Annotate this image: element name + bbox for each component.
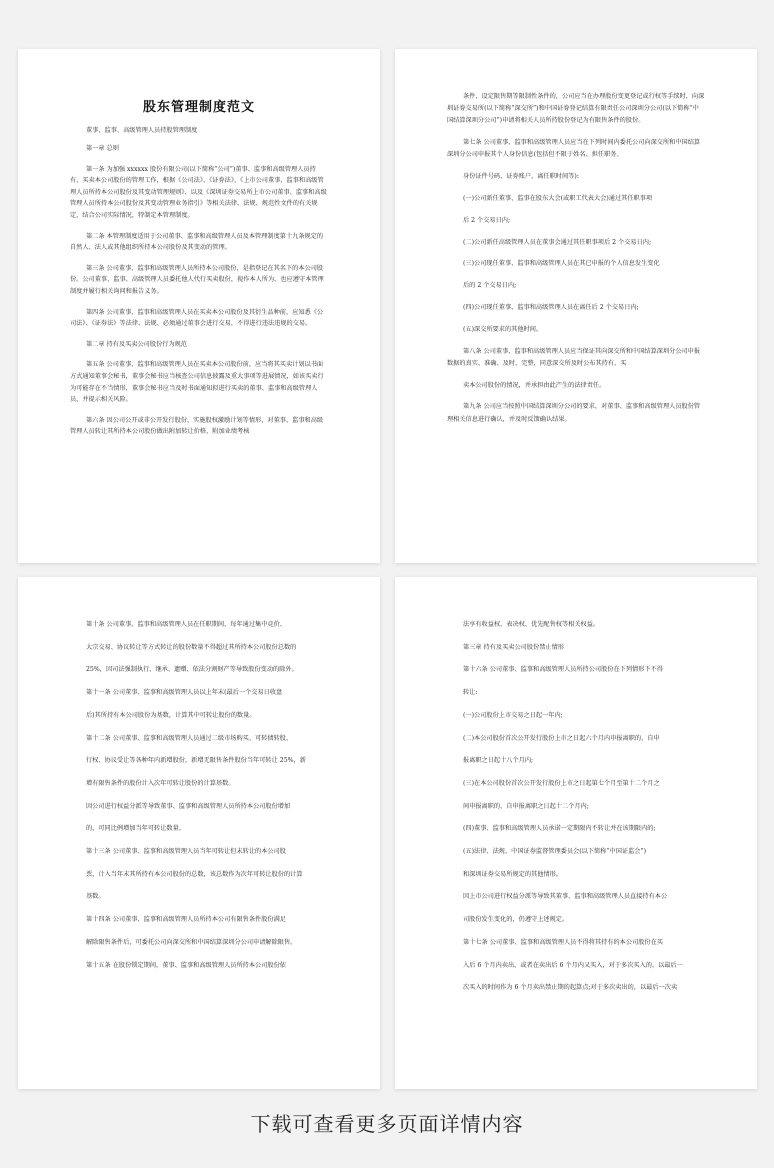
paragraph-list bbox=[70, 143, 328, 438]
paragraph: 解除限售条件后，可委托公司向深交所和中国结算深圳分公司申请解除限售。 bbox=[86, 938, 297, 946]
paragraph: 第四条 公司董事、监事和高级管理人员在买卖本公司股份及其衍生品种前，应知悉《公司法》、《证券法》等法律、法规、必须通过董事会进行交易，不得进行违法违规的交易。 bbox=[70, 308, 324, 328]
paragraph: 条件、设定限售期等限制性条件的，公司应当在办理股份变更登记或行权等手续时，向深圳证券交易所(以下简称“深交所”)和中国证券登记结算有限责任公司深圳分公司(以下简称“中国结算深圳分公司”)申请将相关人员所持股份登记为有限售条件的股份。 bbox=[447, 93, 705, 125]
paragraph: 票，计入当年末其所持有本公司股份的总数，该总数作为次年可转让股份的计算 bbox=[86, 870, 303, 878]
paragraph: 第十二条 公司董事、监事和高级管理人员通过二级市场购买、可转债转股、 bbox=[86, 734, 293, 742]
document-page-1 bbox=[18, 49, 380, 563]
paragraph: 司股份发生变化的，仍遵守上述规定。 bbox=[463, 916, 569, 924]
paragraph: 第六条 因公司公开或非公开发行股份、实施股权激励计划等情形，对董事、监事和高级管理人员转让其所持本公司股份做出附加转让价格、附加业绩考核 bbox=[70, 416, 324, 436]
paragraph: 第八条 公司董事、监事和高级管理人员应当保证其向深交所和中国结算深圳分公司申报数据的真实、准确、及时、完整，同意深交所及时公布其持有、买 bbox=[447, 347, 701, 367]
paragraph: (五)深交所要求的其他时间。 bbox=[463, 325, 543, 333]
paragraph: 后)其所持有本公司股份为基数，计算其中可转让股份的数量。 bbox=[86, 711, 256, 719]
paragraph: 的，可同比例增加当年可转让数量。 bbox=[86, 825, 185, 833]
paragraph: 25%，因司法强制执行、继承、遗赠、依法分割财产等导致股份变动的除外。 bbox=[86, 666, 298, 674]
document-page-2 bbox=[395, 49, 757, 563]
paragraph: (五)法律、法规、中国证券监督管理委员会(以下简称“中国证监会”) bbox=[463, 848, 647, 856]
paragraph: 第十六条 公司董事、监事和高级管理人员所持公司股份在下列情形下不得 bbox=[463, 666, 663, 674]
paragraph-list bbox=[447, 91, 705, 426]
paragraph-list bbox=[447, 619, 705, 994]
paragraph: 基数。 bbox=[86, 893, 105, 901]
page-content bbox=[70, 49, 328, 447]
paragraph: 后 2 个交易日内; bbox=[463, 216, 511, 224]
paragraph: (一)公司新任董事、监事在股东大会(或职工代表大会)通过其任职事项 bbox=[463, 195, 653, 202]
paragraph: 第十五条 在股份锁定期间，董事、监事和高级管理人员所持本公司股份依 bbox=[86, 961, 286, 969]
paragraph: 第五条 公司董事、监事和高级管理人员在买卖本公司股份前，应当将其买卖计划以书面方式通知董事会秘书，董事会秘书应当核查公司信息披露及重大事项等进展情况，如该买卖行为可能存在不当情形，董事会秘书应当及时书面通知拟进行买卖的董事、监事和高级管理人员，并提示相关风险。 bbox=[70, 361, 324, 404]
document-title: 股东管理制度范文 bbox=[142, 100, 255, 115]
paragraph: 身份证件号码、证券账户、离任职时间等): bbox=[463, 173, 579, 181]
paragraph: (三)在本公司股份首次公开发行股份上市之日起第七个月至第十二个月之 bbox=[463, 779, 660, 787]
paragraph: 法享有收益权、表决权、优先配售权等相关权益。 bbox=[463, 621, 600, 628]
paragraph: 第十一条 公司董事、监事和高级管理人员以上年末(最后一个交易日收盘 bbox=[86, 689, 283, 697]
paragraph: 间申报离职的，自申报离职之日起十二个月内; bbox=[463, 802, 589, 810]
paragraph: (二)本公司股份首次公开发行股份上市之日起六个月内申报离职的，自申 bbox=[463, 734, 660, 742]
document-page-3 bbox=[18, 577, 380, 1089]
paragraph: 增有限售条件的股份计入次年可转让股份的计算基数。 bbox=[86, 779, 235, 787]
paragraph: 第三章 持有及买卖公司股份禁止情形 bbox=[463, 643, 564, 651]
document-page-4 bbox=[395, 577, 757, 1089]
paragraph: 因公司进行权益分派等导致董事、监事和高级管理人员所持本公司股份增加 bbox=[86, 802, 291, 810]
paragraph: 因上市公司进行权益分派等导致其董事、监事和高级管理人员直接持有本公 bbox=[463, 893, 668, 901]
paragraph: 次买入的时间作为 6 个月卖出禁止期的起算点;对于多次卖出的，以最后一次卖 bbox=[463, 984, 678, 992]
paragraph: 第一条 为加强 xxxxxx 股份有限公司(以下简称“公司”)董事、监事和高级管理人员持有、买卖本公司股份的管理工作，根据《公司法》、《证券法》、《上市公司董事、监事和高级管理人员所持本公司股份及其变动管理规则》、以及《深圳证券交易所上市公司董事、监事和高级管理人员所持本公司股份及其变动管理业务指引》等相关法律、法规、规范性文件的有关规定，结合公司实际情况，特制定本管理制度。 bbox=[70, 165, 327, 219]
paragraph: 大宗交易、协议转让等方式转让的股份数量不得超过其所持本公司股份总数的 bbox=[86, 643, 297, 651]
document-subtitle: 董事、监事、高级管理人员持股管理制度 bbox=[86, 127, 198, 134]
paragraph-list bbox=[70, 619, 328, 971]
page-content bbox=[447, 91, 705, 435]
paragraph: 第七条 公司董事、监事和高级管理人员应当在下列时间内委托公司向深交所和中国结算深圳分公司申报其个人身份信息(包括但不限于姓名、担任职务、 bbox=[447, 139, 701, 159]
paragraph: 转让: bbox=[463, 689, 478, 697]
paragraph: 第二章 持有及买卖公司股份行为规范 bbox=[86, 340, 187, 348]
paragraph: 入后 6 个月内卖出，或者在卖出后 6 个月内又买入，对于多次买入的，以最后一 bbox=[463, 961, 683, 969]
page-content bbox=[447, 619, 705, 1005]
paragraph: 第九条 公司应当按照中国结算深圳分公司的要求，对董事、监事和高级管理人员股份管理相关信息进行确认，并及时反馈确认结果。 bbox=[447, 403, 701, 423]
paragraph: 和深圳证券交易所规定的其他情形。 bbox=[463, 870, 562, 878]
paragraph: 第二条 本管理制度适用于公司董事、监事和高级管理人员及本管理制度第十九条规定的自然人、法人或其他组织所持本公司股份及其变动的管理。 bbox=[70, 232, 324, 252]
paragraph: 卖本公司股份的情况，并承担由此产生的法律责任。 bbox=[463, 381, 606, 389]
paragraph: (四)公司现任董事、监事和高级管理人员在离任后 2 个交易日内; bbox=[463, 303, 639, 311]
paragraph: 第三条 公司董事、监事和高级管理人员所持本公司股份，是指登记在其名下的本公司股份。公司董事、监事、高级管理人员委托他人代行买卖股份，视作本人所为，也应遵守本管理制度并履行相关询问和报告义务。 bbox=[70, 264, 324, 295]
paragraph: 报离职之日起十八个月内; bbox=[463, 757, 534, 765]
paragraph: 后的 2 个交易日内; bbox=[463, 282, 517, 290]
paragraph: 第十三条 公司董事、监事和高级管理人员当年可转让但未转让的本公司股 bbox=[86, 848, 286, 856]
paragraph: (一)公司股份上市交易之日起一年内; bbox=[463, 711, 563, 719]
paragraph: 第十条 公司董事、监事和高级管理人员在任职期间，每年通过集中竞价、 bbox=[86, 621, 286, 628]
paragraph: 第十四条 公司董事、监事和高级管理人员所持本公司有限售条件股份满足 bbox=[86, 916, 286, 924]
page-content bbox=[70, 619, 328, 982]
paragraph: (二)公司新任高级管理人员在董事会通过其任职事项后 2 个交易日内; bbox=[463, 238, 652, 246]
paragraph: 行权、协议受让等各种年内新增股份，新增无限售条件股份当年可转让 25%，新 bbox=[86, 757, 306, 765]
download-more-link[interactable]: 下载可查看更多页面详情内容 bbox=[250, 1112, 524, 1136]
paragraph: (三)公司现任董事、监事和高级管理人员在其已申报的个人信息发生变化 bbox=[463, 260, 660, 268]
paragraph: 第一章 总则 bbox=[86, 145, 119, 152]
paragraph: 第十七条 公司董事、监事和高级管理人员不得将其持有的本公司股份在买 bbox=[463, 938, 663, 946]
paragraph: (四)董事、监事和高级管理人员承诺一定期限内不转让并在该期限内的; bbox=[463, 825, 656, 833]
